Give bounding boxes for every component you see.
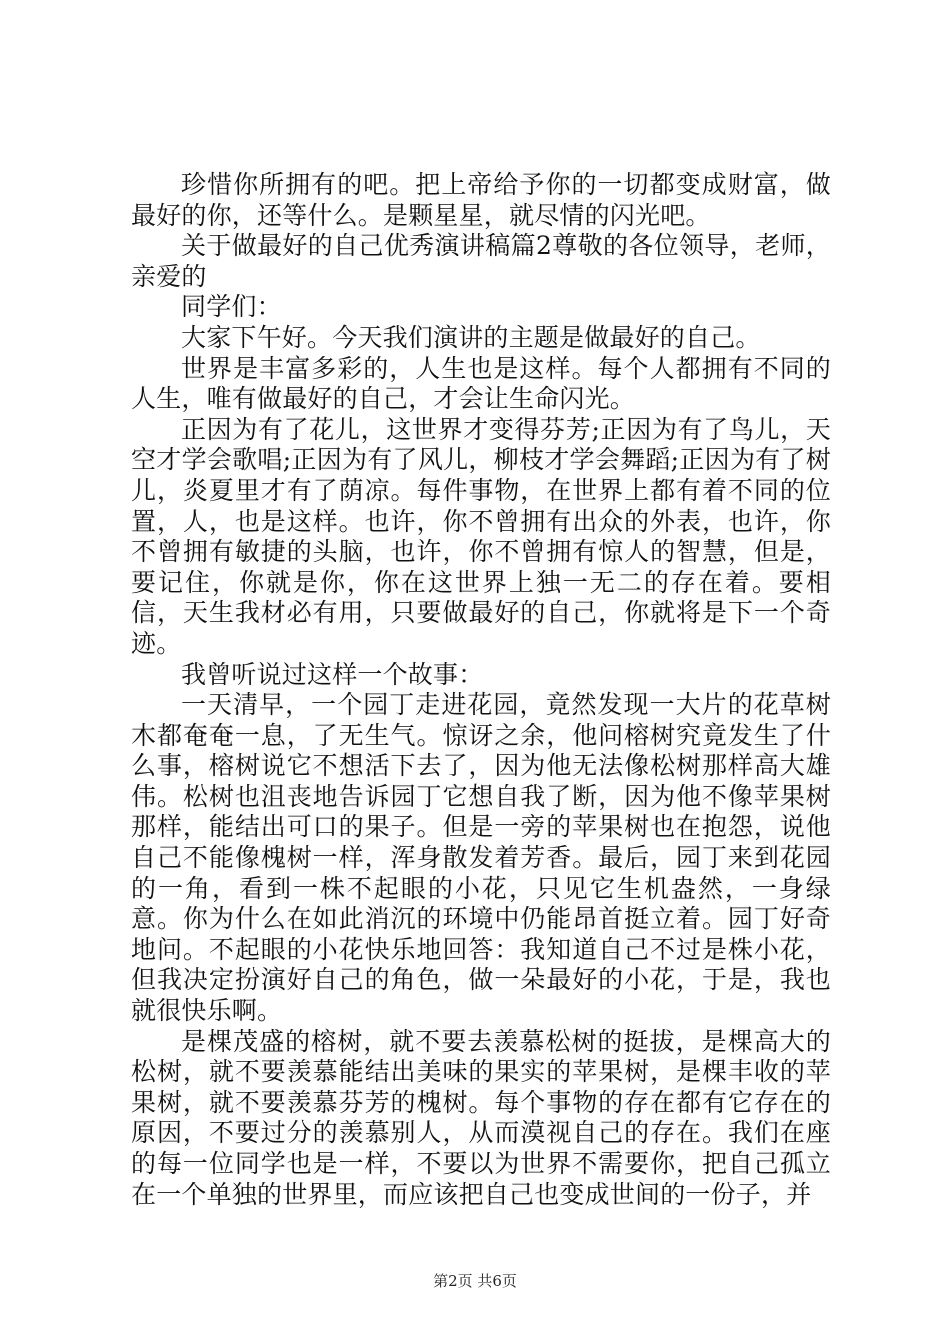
paragraph-1: 珍惜你所拥有的吧。把上帝给予你的一切都变成财富，做最好的你，还等什么。是颗星星，就尽情的闪光吧。 xyxy=(131,170,831,230)
document-body xyxy=(131,170,831,1210)
paragraph-2: 关于做最好的自己优秀演讲稿篇2尊敬的各位领导，老师，亲爱的 xyxy=(131,231,831,291)
page-footer: 第2页 共6页 xyxy=(433,1272,517,1290)
paragraph-4: 大家下午好。今天我们演讲的主题是做最好的自己。 xyxy=(181,322,761,352)
paragraph-7: 我曾听说过这样一个故事： xyxy=(181,659,484,689)
paragraph-5: 世界是丰富多彩的，人生也是这样。每个人都拥有不同的人生，唯有做最好的自己，才会让生命闪光。 xyxy=(131,353,831,414)
paragraph-9: 是棵茂盛的榕树，就不要去羡慕松树的挺拔，是棵高大的松树，就不要羡慕能结出美味的果实的苹果树，是棵丰收的苹果树，就不要羡慕芬芳的槐树。每个事物的存在都有它存在的原因，不要过分的羡慕别人，从而漠视自己的存在。我们在座的每一位同学也是一样，不要以为世界不需要你，把自己孤立在一个单独的世界里，而应该把自己也变成世间的一份子，并 xyxy=(131,1026,831,1209)
paragraph-8: 一天清早，一个园丁走进花园，竟然发现一大片的花草树木都奄奄一息，了无生气。惊讶之余，他问榕树究竟发生了什么事，榕树说它不想活下去了，因为他无法像松树那样高大雄伟。松树也沮丧地告诉园丁它想自我了断，因为他不像苹果树那样，能结出可口的果子。但是一旁的苹果树也在抱怨，说他自己不能像槐树一样，浑身散发着芳香。最后，园丁来到花园的一角，看到一株不起眼的小花，只见它生机盎然，一身绿意。你为什么在如此消沉的环境中仍能昂首挺立着。园丁好奇地问。不起眼的小花快乐地回答：我知道自己不过是株小花，但我决定扮演好自己的角色，做一朵最好的小花，于是，我也就很快乐啊。 xyxy=(131,690,831,1026)
paragraph-6: 正因为有了花儿，这世界才变得芬芳;正因为有了鸟儿，天空才学会歌唱;正因为有了风儿，柳枝才学会舞蹈;正因为有了树儿，炎夏里才有了荫凉。每件事物，在世界上都有着不同的位置，人，也是这样。也许，你不曾拥有出众的外表，也许，你不曾拥有敏捷的头脑，也许，你不曾拥有惊人的智慧，但是，要记住，你就是你，你在这世界上独一无二的存在着。要相信，天生我材必有用，只要做最好的自己，你就将是下一个奇迹。 xyxy=(131,414,831,658)
paragraph-3: 同学们： xyxy=(181,292,282,322)
